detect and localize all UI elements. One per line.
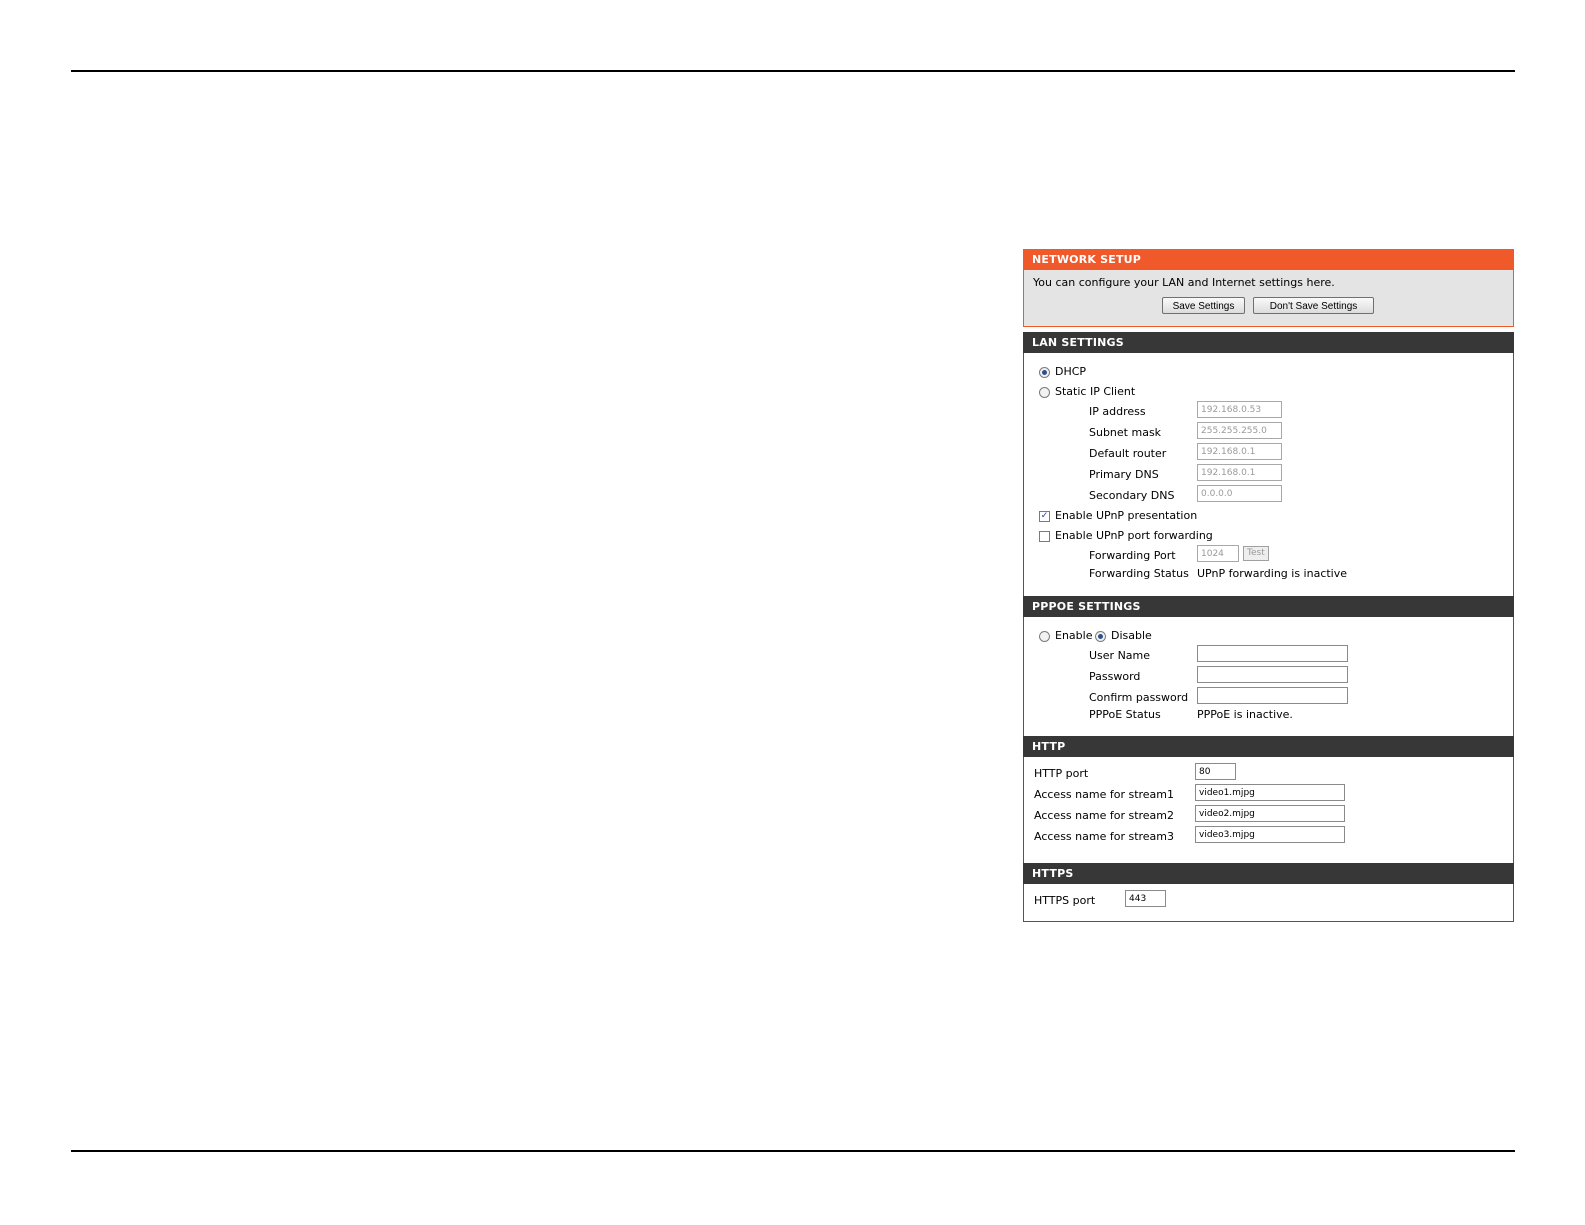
pppoe-password-field[interactable] (1197, 666, 1348, 683)
http-header: HTTP (1023, 736, 1514, 757)
pppoe-status-value: PPPoE is inactive. (1197, 708, 1293, 721)
pppoe-username-field[interactable] (1197, 645, 1348, 662)
http-port-label: HTTP port (1034, 767, 1089, 780)
secondary-dns-field[interactable] (1197, 485, 1282, 502)
pppoe-enable-label: Enable (1055, 629, 1093, 642)
subnet-mask-label: Subnet mask (1089, 426, 1162, 439)
http-panel (1023, 736, 1514, 879)
default-router-field[interactable] (1197, 443, 1282, 460)
network-setup-header: NETWORK SETUP (1023, 249, 1514, 270)
primary-dns-field[interactable] (1197, 464, 1282, 481)
pppoe-confirm-password-field[interactable] (1197, 687, 1348, 704)
stream3-label: Access name for stream3 (1034, 830, 1175, 843)
pppoe-disable-label: Disable (1111, 629, 1152, 642)
pppoe-settings-panel (1023, 596, 1514, 752)
primary-dns-label: Primary DNS (1089, 468, 1159, 481)
forwarding-status-value: UPnP forwarding is inactive (1197, 567, 1348, 580)
ip-address-field[interactable] (1197, 401, 1282, 418)
stream2-label: Access name for stream2 (1034, 809, 1175, 822)
stream1-label: Access name for stream1 (1034, 788, 1175, 801)
lan-settings-panel (1023, 332, 1514, 612)
secondary-dns-label: Secondary DNS (1089, 489, 1175, 502)
dont-save-settings-button[interactable]: Don't Save Settings (1253, 297, 1374, 314)
dhcp-label: DHCP (1055, 365, 1087, 378)
test-button[interactable]: Test (1243, 546, 1269, 561)
upnp-presentation-label: Enable UPnP presentation (1055, 509, 1198, 522)
subnet-mask-field[interactable] (1197, 422, 1282, 439)
network-setup-description: You can configure your LAN and Internet settings here. (1033, 276, 1335, 289)
https-header: HTTPS (1023, 863, 1514, 884)
https-port-field[interactable] (1125, 890, 1166, 907)
http-port-field[interactable] (1195, 763, 1236, 780)
stream2-field[interactable] (1195, 805, 1345, 822)
stream3-field[interactable] (1195, 826, 1345, 843)
pppoe-password-label: Password (1089, 670, 1141, 683)
pppoe-enable-radio[interactable] (1039, 631, 1050, 642)
forwarding-status-label: Forwarding Status (1089, 567, 1189, 580)
static-ip-label: Static IP Client (1055, 385, 1136, 398)
bottom-rule (71, 1150, 1515, 1152)
network-setup-panel (1023, 249, 1514, 327)
static-ip-radio[interactable] (1039, 387, 1050, 398)
stream1-field[interactable] (1195, 784, 1345, 801)
forwarding-port-label: Forwarding Port (1089, 549, 1176, 562)
upnp-presentation-checkbox[interactable]: ✓ (1040, 511, 1049, 521)
lan-settings-header: LAN SETTINGS (1023, 332, 1514, 353)
pppoe-username-label: User Name (1089, 649, 1151, 662)
pppoe-confirm-label: Confirm password (1089, 691, 1189, 704)
dhcp-radio[interactable] (1039, 367, 1050, 378)
save-settings-button[interactable]: Save Settings (1162, 297, 1245, 314)
pppoe-disable-radio[interactable] (1095, 631, 1106, 642)
top-rule (71, 70, 1515, 72)
https-port-label: HTTPS port (1034, 894, 1096, 907)
pppoe-settings-header: PPPOE SETTINGS (1023, 596, 1514, 617)
default-router-label: Default router (1089, 447, 1167, 460)
upnp-forwarding-checkbox[interactable] (1039, 531, 1050, 542)
upnp-forwarding-label: Enable UPnP port forwarding (1055, 529, 1213, 542)
ip-address-label: IP address (1089, 405, 1146, 418)
forwarding-port-field[interactable] (1197, 545, 1239, 562)
https-panel (1023, 863, 1514, 922)
pppoe-status-label: PPPoE Status (1089, 708, 1161, 721)
